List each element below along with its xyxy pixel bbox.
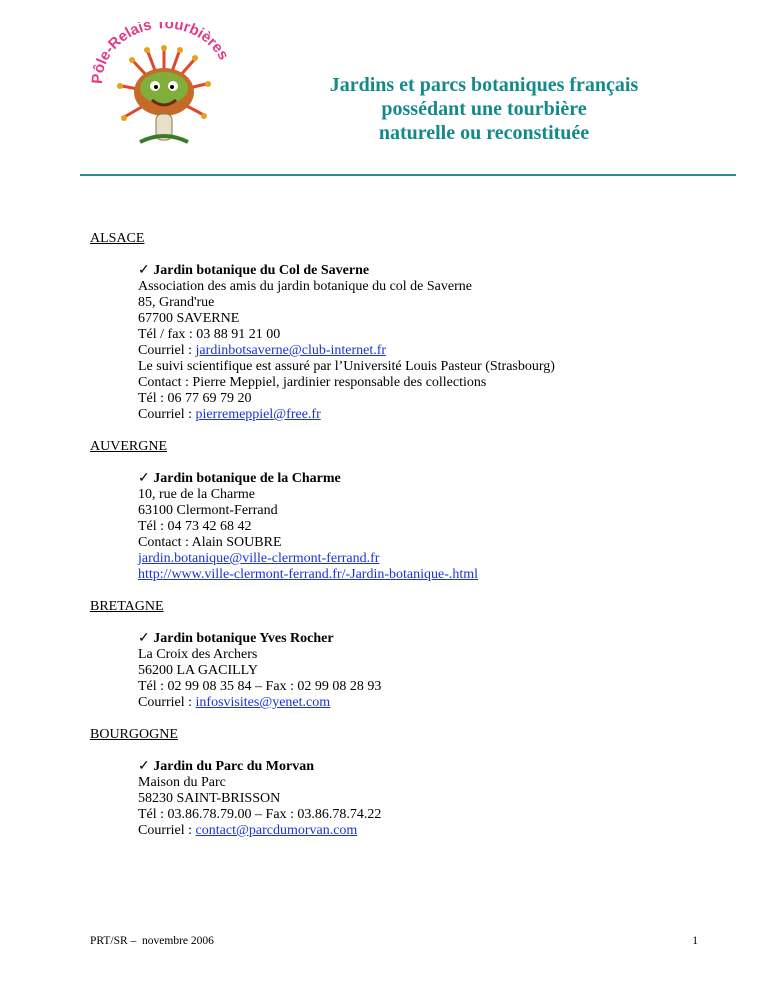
website-link[interactable]: http://www.ville-clermont-ferrand.fr/-Jardin-botanique-.html	[138, 567, 479, 582]
contact-link-line	[138, 823, 730, 839]
address-line: Le suivi scientifique est assuré par l’Université Louis Pasteur (Strasbourg)	[138, 359, 555, 374]
title-line: Jardins et parcs botaniques français	[329, 74, 639, 96]
garden-name-line	[138, 631, 730, 647]
address-line: Maison du Parc	[138, 775, 226, 790]
logo-text: Pôle-Relais Tourbières	[88, 22, 233, 85]
link-prefix: Courriel :	[138, 695, 196, 710]
garden-name-line	[138, 759, 730, 775]
region-heading: ALSACE	[90, 231, 145, 246]
contact-link-line	[138, 343, 730, 359]
title-line: naturelle ou reconstituée	[378, 122, 590, 144]
document-title	[270, 73, 698, 145]
garden-name-line	[138, 263, 730, 279]
address-line: Tél : 06 77 69 79 20	[138, 391, 252, 406]
address-line: 58230 SAINT-BRISSON	[138, 791, 281, 806]
email-link[interactable]: pierremeppiel@free.fr	[195, 407, 321, 422]
section-gap	[90, 423, 730, 439]
address-line: Contact : Alain SOUBRE	[138, 535, 282, 550]
region-heading: AUVERGNE	[90, 439, 167, 454]
garden-name: Jardin du Parc du Morvan	[153, 759, 314, 774]
page-number: 1	[692, 935, 698, 947]
address-line: La Croix des Archers	[138, 647, 258, 662]
email-link[interactable]: jardinbotsaverne@club-internet.fr	[195, 343, 387, 358]
garden-entry	[138, 263, 730, 423]
link-prefix: Courriel :	[138, 823, 196, 838]
header-rule	[80, 174, 736, 176]
checkmark-icon: ✓	[138, 471, 150, 486]
garden-entry	[138, 471, 730, 583]
link-prefix: Courriel :	[138, 343, 196, 358]
address-line: 56200 LA GACILLY	[138, 663, 258, 678]
address-line: Tél : 02 99 08 35 84 – Fax : 02 99 08 28 93	[138, 679, 382, 694]
email-link[interactable]: jardin.botanique@ville-clermont-ferrand.fr	[138, 551, 380, 566]
checkmark-icon: ✓	[138, 759, 150, 774]
region-heading: BOURGOGNE	[90, 727, 178, 742]
address-line: 63100 Clermont-Ferrand	[138, 503, 278, 518]
contact-link-line	[138, 567, 730, 583]
address-line: 10, rue de la Charme	[138, 487, 256, 502]
contact-link-line	[138, 407, 730, 423]
address-line: 67700 SAVERNE	[138, 311, 240, 326]
email-link[interactable]: infosvisites@yenet.com	[195, 695, 331, 710]
garden-name: Jardin botanique de la Charme	[153, 471, 341, 486]
footer-date: PRT/SR – novembre 2006	[90, 935, 214, 947]
section-gap	[90, 583, 730, 599]
pole-relais-logo	[74, 22, 234, 147]
email-link[interactable]: contact@parcdumorvan.com	[195, 823, 358, 838]
address-line: Tél : 03.86.78.79.00 – Fax : 03.86.78.74.22	[138, 807, 382, 822]
address-line: 85, Grand'rue	[138, 295, 215, 310]
garden-name-line	[138, 471, 730, 487]
directory-content	[90, 231, 730, 839]
contact-link-line	[138, 551, 730, 567]
garden-name: Jardin botanique du Col de Saverne	[153, 263, 370, 278]
title-line: possédant une tourbière	[381, 98, 587, 120]
contact-link-line	[138, 695, 730, 711]
address-line: Tél : 04 73 42 68 42	[138, 519, 252, 534]
address-line: Tél / fax : 03 88 91 21 00	[138, 327, 281, 342]
garden-entry	[138, 631, 730, 711]
checkmark-icon: ✓	[138, 263, 150, 278]
address-line: Contact : Pierre Meppiel, jardinier responsable des collections	[138, 375, 487, 390]
garden-name: Jardin botanique Yves Rocher	[153, 631, 334, 646]
region-heading: BRETAGNE	[90, 599, 164, 614]
link-prefix: Courriel :	[138, 407, 196, 422]
garden-entry	[138, 759, 730, 839]
section-gap	[90, 711, 730, 727]
checkmark-icon: ✓	[138, 631, 150, 646]
address-line: Association des amis du jardin botanique du col de Saverne	[138, 279, 472, 294]
